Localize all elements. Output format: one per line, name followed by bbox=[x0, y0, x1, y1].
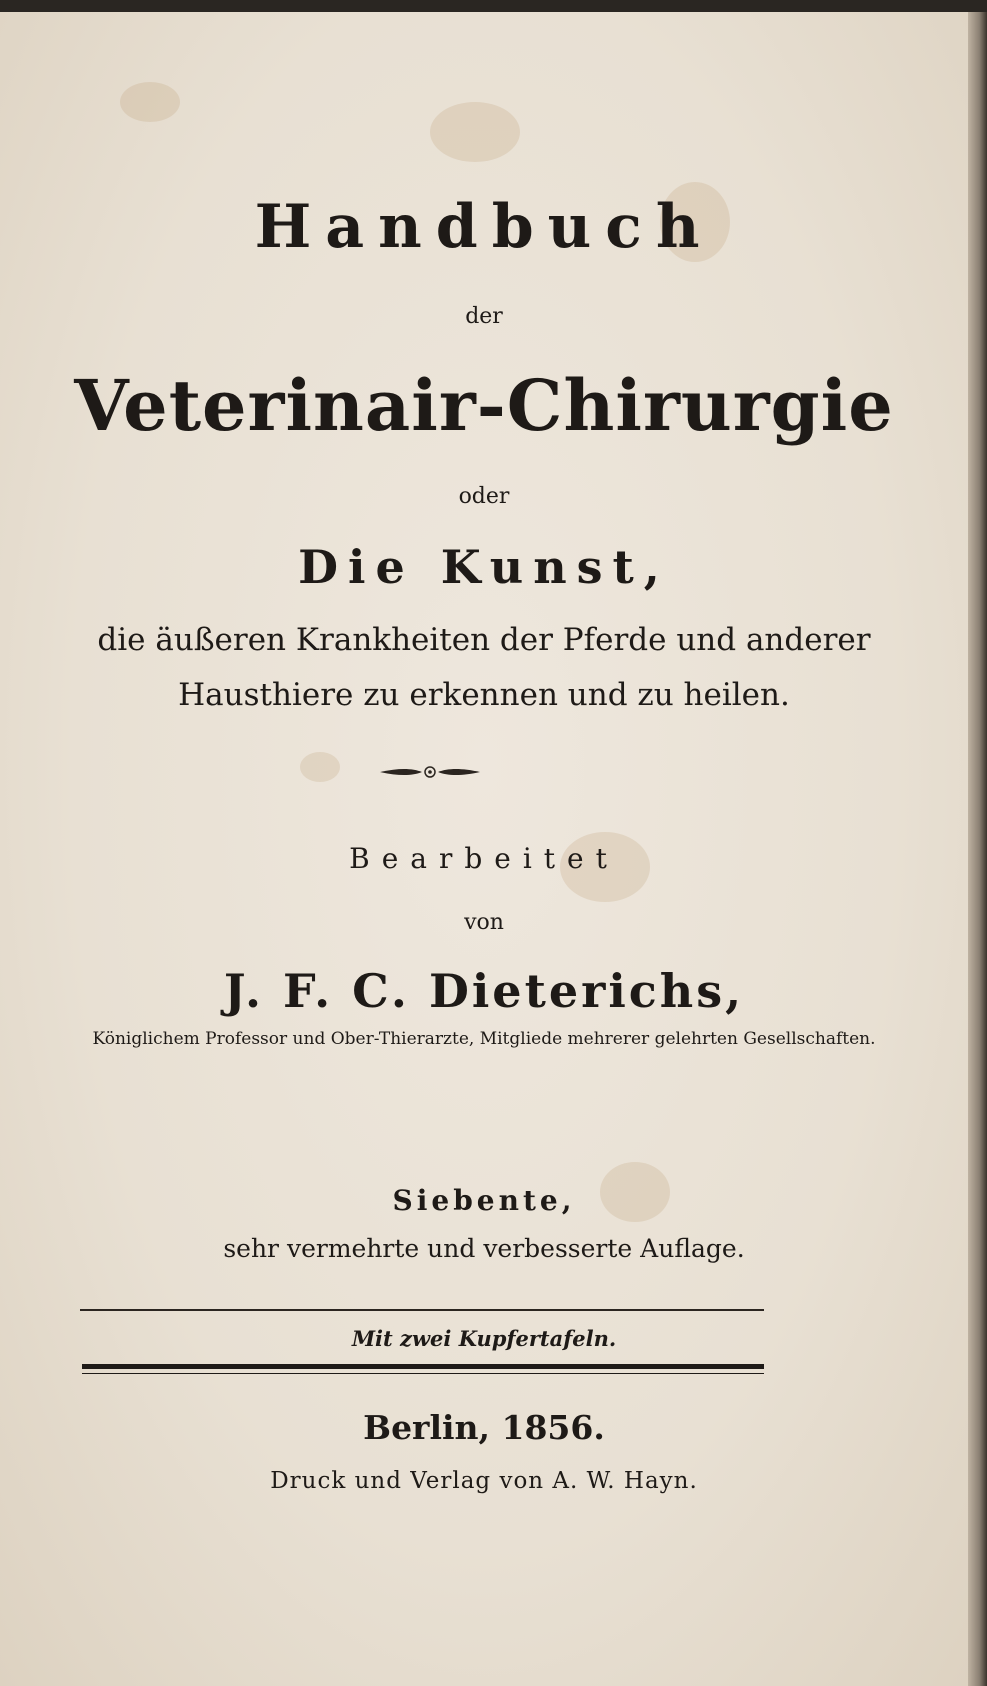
place-and-year: Berlin, 1856. bbox=[363, 1408, 605, 1447]
title-page bbox=[0, 12, 968, 1686]
title-connector-oder: oder bbox=[458, 484, 510, 509]
double-rule-thick bbox=[82, 1364, 764, 1369]
by-label: von bbox=[464, 910, 504, 935]
foxing-stain bbox=[430, 102, 520, 162]
edition-note: sehr vermehrte und verbesserte Auflage. bbox=[223, 1234, 745, 1263]
edited-by-label: Bearbeitet bbox=[349, 842, 619, 875]
alternate-title: Die Kunst, bbox=[298, 540, 670, 594]
subtitle-line-1: die äußeren Krankheiten der Pferde und anderer bbox=[97, 622, 871, 658]
foxing-stain bbox=[120, 82, 180, 122]
author-role: Königlichem Professor und Ober-Thierarzte, Mitgliede mehrerer gelehrten Gesellschaften. bbox=[92, 1029, 876, 1049]
page-edge bbox=[968, 12, 987, 1686]
double-rule-thin bbox=[82, 1373, 764, 1374]
foxing-stain bbox=[300, 752, 340, 782]
plates-note: Mit zwei Kupfertafeln. bbox=[351, 1326, 617, 1351]
author-name: J. F. C. Dieterichs, bbox=[223, 964, 745, 1018]
subtitle-line-2: Hausthiere zu erkennen und zu heilen. bbox=[178, 677, 790, 713]
publisher-line: Druck und Verlag von A. W. Hayn. bbox=[270, 1468, 698, 1494]
book-subject: Veterinair-Chirurgie bbox=[74, 364, 894, 447]
divider-rule bbox=[80, 1309, 764, 1311]
book-title: Handbuch bbox=[254, 192, 714, 262]
title-connector-der: der bbox=[465, 304, 503, 329]
scroll-ornament-icon bbox=[378, 764, 482, 780]
edition-number: Siebente, bbox=[392, 1184, 576, 1217]
